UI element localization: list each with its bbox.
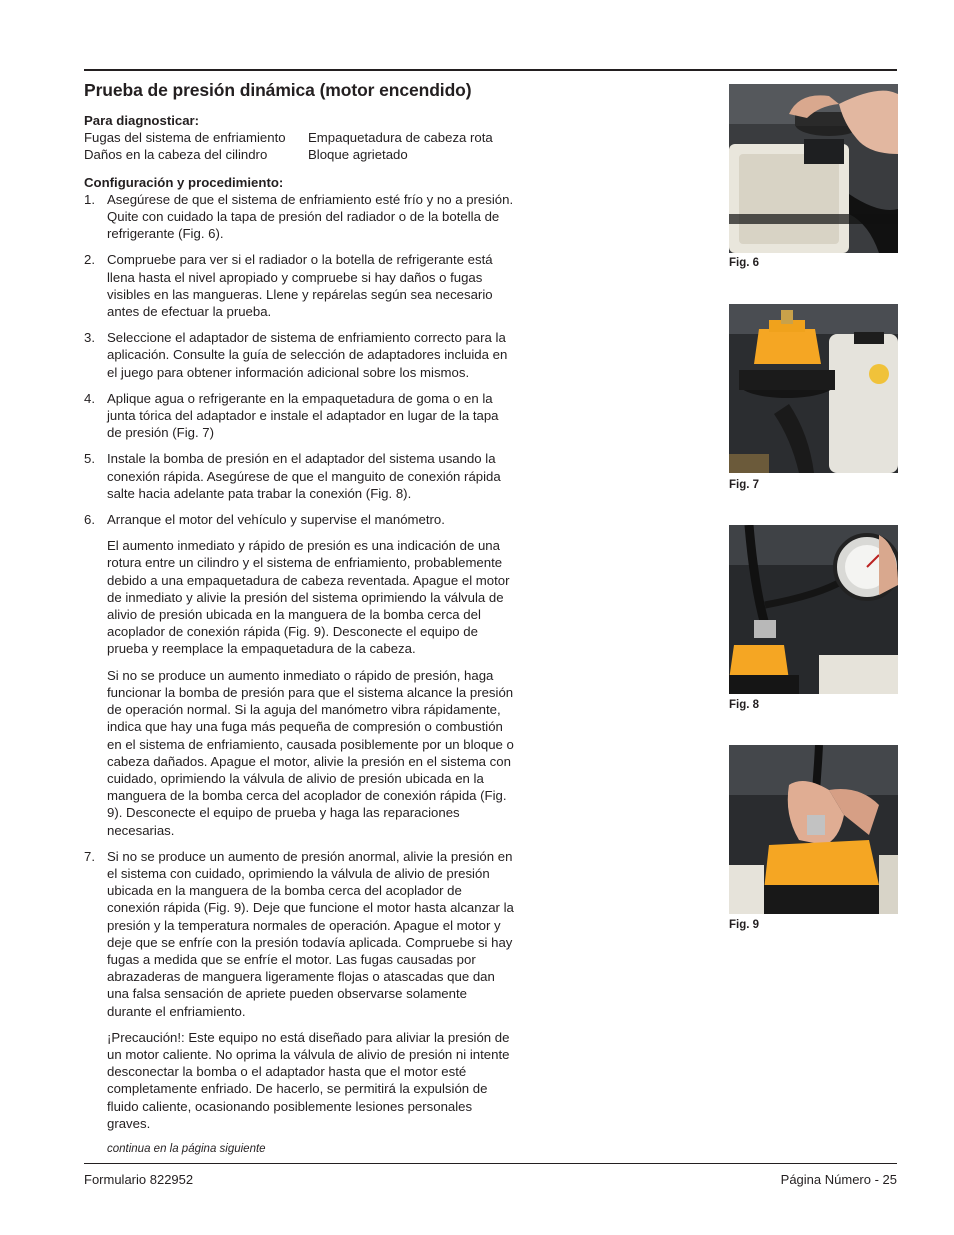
step-item [84,511,514,839]
step-paragraph: El aumento inmediato y rápido de presión es una indicación de una rotura entre un cilindro y el sistema de enfriamiento, probablemente debido a una empaquetadura de cabeza reventada. Apague el motor de inmediato y alivie la presión del sistema oprimiendo la válvula de alivio de presión ubicada en la manguera de la bomba cerca del acoplador de conexión rápida (Fig. 9). Desconecte el equipo de prueba y reemplace la empaquetadura de la cabeza. [107,538,510,657]
figure-9-photo [729,745,898,914]
diagnose-heading: Para diagnosticar: [84,113,200,128]
step-text: Arranque el motor del vehículo y supervise el manómetro. [107,512,445,528]
step-number: 7. [84,848,95,864]
page-title: Prueba de presión dinámica (motor encendido) [84,80,472,100]
step-text: Asegúrese de que el sistema de enfriamiento esté frío y no a presión. Quite con cuidado la tapa de presión del radiador o de la botella de refrigerante (Fig. 6). [107,191,514,242]
main-text-column [84,112,514,1158]
diagnose-item: Empaquetadura de cabeza rota [308,130,493,146]
step-item [84,251,514,320]
bottom-rule [84,1163,897,1164]
figure-8-photo [729,525,898,694]
top-rule [84,69,897,71]
step-number: 5. [84,451,95,467]
step-number: 2. [84,252,95,268]
step-number: 6. [84,512,95,528]
figure-6-photo [729,84,898,253]
diagnose-item: Fugas del sistema de enfriamiento [84,130,286,146]
figure-7-photo [729,304,898,473]
diagnose-list [84,129,514,163]
page-number: Página Número - 25 [780,1172,897,1187]
form-number: Formulario 822952 [84,1172,194,1187]
step-item [84,329,514,381]
caution-paragraph: ¡Precaución!: Este equipo no está diseñado para aliviar la presión de un motor caliente. No oprima la válvula de alivio de presión ni intente desconectar la bomba o el adaptador hasta que el motor esté completamente enfriado. De hacerlo, se permitirá la expulsión de fluido caliente, ocasionando posiblemente lesiones personales graves. [107,1029,510,1131]
step-item [84,390,514,442]
step-item [84,450,514,502]
figure-8-caption: Fig. 8 [729,699,760,711]
step-number: 1. [84,191,95,207]
step-number: 3. [84,330,95,346]
step-text: Compruebe para ver si el radiador o la botella de refrigerante está llena hasta el nivel apropiado y compruebe si hay daños o fugas visibles en las mangueras. Llene y repárelas según sea necesario antes de efectuar la prueba. [107,252,493,320]
figure-9-caption: Fig. 9 [729,919,760,931]
figure-7-caption: Fig. 7 [729,479,760,491]
step-text: Seleccione el adaptador de sistema de enfriamiento correcto para la aplicación. Consulte la guía de selección de adaptadores incluida en el juego para obtener información adicional sobre los mismos. [107,330,508,380]
continued-note: continua en la página siguiente [107,1142,266,1155]
diagnose-item: Daños en la cabeza del cilindro [84,147,268,163]
step-item [84,848,514,1132]
step-text: Instale la bomba de presión en el adaptador del sistema usando la conexión rápida. Asegúrese de que el manguito de conexión rápida salte hacia adelante pata trabar la conexión (Fig. 8). [107,451,501,501]
diagnose-item: Bloque agrietado [308,147,408,163]
procedure-steps [84,191,514,1132]
figure-6-caption: Fig. 6 [729,257,760,269]
step-paragraph: Si no se produce un aumento inmediato o rápido de presión, haga funcionar la bomba de presión para que el sistema alcance la presión de operación normal. Si la aguja del manómetro vibra rápidamente, indica que hay una fuga más pequeña de compresión o combustión en el sistema de enfriamiento, causada posiblemente por un bloque o cabeza dañados. Apague el motor, alivie la presión en el sistema con cuidado, oprimiendo la válvula de alivio de presión ubicada en la manguera de la bomba cerca del acoplador de conexión rápida (Fig. 9). Desconecte el equipo de prueba y haga las reparaciones necesarias. [107,667,514,838]
step-text: Aplique agua o refrigerante en la empaquetadura de goma o en la junta tórica del adaptador e instale el adaptador en lugar de la tapa de presión (Fig. 7) [107,390,499,441]
step-item [84,191,514,243]
procedure-heading: Configuración y procedimiento: [84,174,284,190]
step-text: Si no se produce un aumento de presión anormal, alivie la presión en el sistema con cuidado, oprimiendo la válvula de alivio de presión ubicada en la manguera de la bomba cerca del acoplador de conexión rápida (Fig. 9). Deje que funcione el motor hasta alcanzar la presión y la temperatura normales de operación. Apague el motor y deje que se enfríe con la presión todavía aplicada. Compruebe si hay fugas a medida que se enfríe el motor. Las fugas causadas por abrazaderas de manguera ligeramente flojas o atascadas que dan una falsa sensación de apriete pueden observarse solamente durante el enfriamiento. [107,848,514,1019]
step-number: 4. [84,390,95,406]
